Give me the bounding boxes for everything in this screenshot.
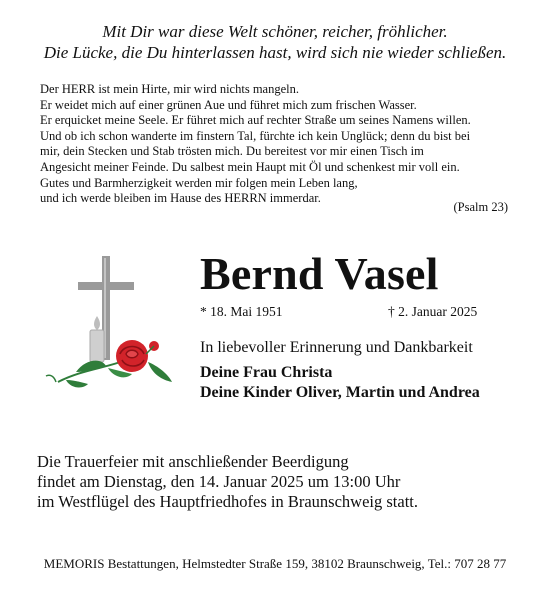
candle-flame (94, 316, 100, 330)
funeral-line: Die Trauerfeier mit anschließender Beerdigung (37, 452, 349, 471)
psalm-line: mir, dein Stecken und Stab trösten mich. Du bereitest vor mir einen Tisch im (40, 144, 424, 159)
funeral-line: im Westflügel des Hauptfriedhofes in Braunschweig statt. (37, 492, 418, 511)
leaf (148, 362, 172, 382)
mourners-list (200, 363, 480, 403)
psalm-line: Er erquicket meine Seele. Er führet mich auf rechter Straße um seines Namens willen. (40, 113, 471, 128)
candle (90, 330, 104, 362)
psalm-line: Der HERR ist mein Hirte, mir wird nichts mangeln. (40, 82, 299, 96)
psalm-line: Gutes und Barmherzigkeit werden mir folgen mein Leben lang, (40, 175, 358, 190)
undertaker-footer: MEMORIS Bestattungen, Helmstedter Straße 159, 38102 Braunschweig, Tel.: 707 28 77 (43, 556, 507, 571)
leaf (66, 380, 88, 387)
psalm-line: Er weidet mich auf einer grünen Aue und führet mich zum frischen Wasser. (40, 97, 417, 112)
psalm-text (40, 82, 520, 207)
psalm-line: und ich werde bleiben im Hause des HERRN immerdar. (40, 191, 321, 206)
funeral-line: findet am Dienstag, den 14. Januar 2025 um 13:00 Uhr (37, 472, 401, 491)
psalm-line: Angesicht meiner Feinde. Du salbest mein Haupt mit Öl und schenkest mir voll ein. (40, 159, 460, 174)
rose-center (126, 350, 138, 358)
death-date: † 2. Januar 2025 (388, 304, 478, 319)
psalm-reference: (Psalm 23) (453, 200, 508, 214)
motto-line-2: Die Lücke, die Du hinterlassen hast, wird sich nie wieder schließen. (43, 43, 507, 62)
deceased-name: Bernd Vasel (200, 248, 439, 299)
cross-with-candle-and-rose-icon (36, 250, 186, 400)
mourner-spouse: Deine Frau Christa (200, 364, 333, 381)
birth-date: * 18. Mai 1951 (200, 304, 283, 319)
funeral-notice (37, 452, 418, 512)
motto-line-1: Mit Dir war diese Welt schöner, reicher, fröhlicher. (102, 22, 448, 41)
mourner-children: Deine Kinder Oliver, Martin und Andrea (200, 384, 480, 401)
memory-intro: In liebevoller Erinnerung und Dankbarkeit (200, 339, 473, 356)
psalm-line: Und ob ich schon wanderte im finstern Tal, fürchte ich kein Unglück; denn du bist bei (40, 128, 471, 143)
tendril (46, 375, 56, 382)
